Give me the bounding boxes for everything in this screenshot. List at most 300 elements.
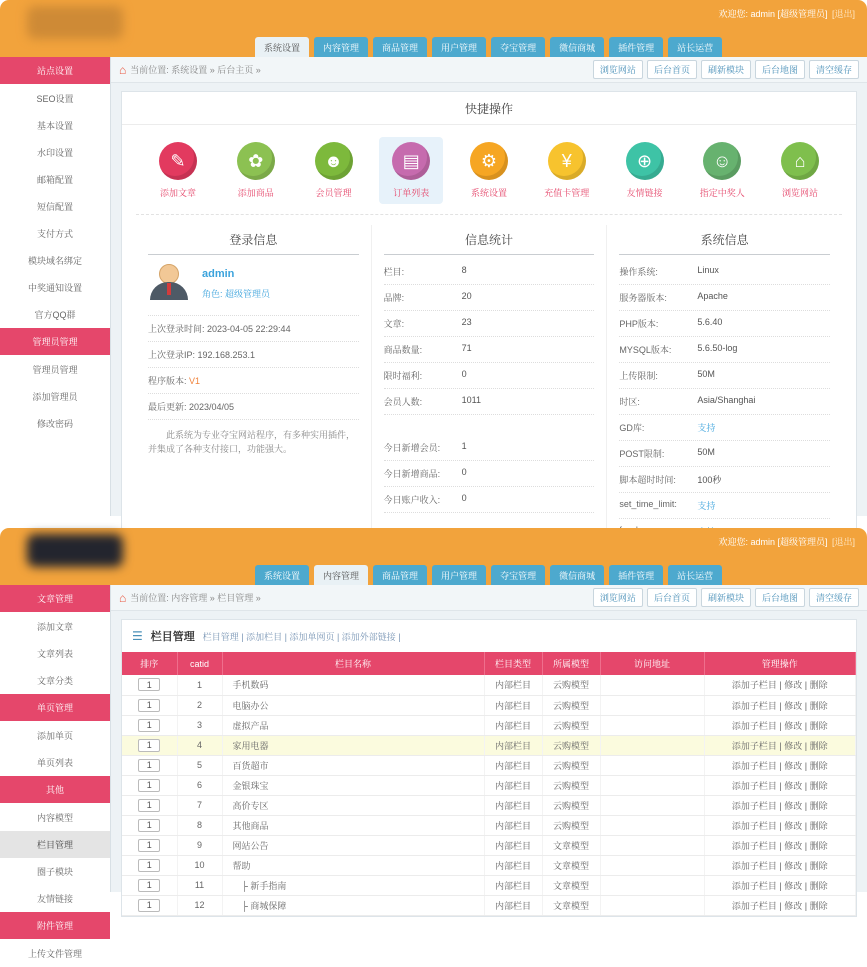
sidebar-item[interactable]: 文章管理 — [0, 585, 110, 612]
quick-action-label: 会员管理 — [315, 188, 352, 198]
sort-order-input[interactable] — [138, 739, 160, 752]
catid-cell: 1 — [177, 675, 222, 695]
icon-glyph: ☻ — [324, 150, 343, 171]
row-action-links[interactable]: 添加子栏目 | 修改 | 删除 — [704, 675, 856, 695]
category-type-cell: 内部栏目 — [484, 755, 542, 775]
system-info-value: Asia/Shanghai — [697, 395, 756, 405]
sidebar-item[interactable]: SEO设置 — [36, 94, 74, 104]
dashed-divider — [136, 214, 842, 215]
category-name-cell: 网站公告 — [222, 835, 484, 855]
toolbar-button[interactable]: 后台首页 — [647, 588, 697, 607]
table-row — [122, 775, 856, 795]
sidebar-item[interactable]: 添加文章 — [36, 622, 73, 632]
stat-value: 71 — [461, 343, 472, 353]
system-info-value: 支持 — [697, 423, 716, 433]
model-cell: 云购模型 — [542, 675, 600, 695]
category-type-cell: 内部栏目 — [484, 835, 542, 855]
nav-tab[interactable]: 用户管理 — [432, 565, 486, 585]
catid-cell: 12 — [177, 895, 222, 915]
model-cell: 云购模型 — [542, 755, 600, 775]
stat-row — [384, 311, 595, 337]
nav-tab[interactable]: 夺宝管理 — [491, 565, 545, 585]
stats-panel — [371, 225, 607, 571]
table-row — [122, 695, 856, 715]
model-cell: 文章模型 — [542, 855, 600, 875]
section-links[interactable]: 栏目管理 | 添加栏目 | 添加单网页 | 添加外部链接 | — [202, 631, 401, 642]
nav-tab[interactable]: 插件管理 — [609, 565, 663, 585]
quick-action[interactable] — [457, 137, 521, 204]
model-cell: 云购模型 — [542, 715, 600, 735]
quick-action-label: 指定中奖人 — [699, 188, 745, 198]
stat-label: 文章: — [383, 319, 405, 329]
nav-tab[interactable]: 系统设置 — [255, 37, 309, 57]
stat-value: 0 — [461, 369, 467, 379]
sort-order-input[interactable] — [138, 899, 160, 912]
system-info-value: 100秒 — [697, 475, 722, 485]
visit-url-cell — [600, 855, 704, 875]
admin-role: 角色: 超级管理员 — [202, 289, 271, 299]
stat-row — [384, 363, 595, 389]
table-header-cell: 所属模型 — [542, 652, 600, 675]
nav-tab[interactable]: 用户管理 — [432, 37, 486, 57]
stat-label: 今日账户收入: — [383, 495, 441, 505]
system-note: 此系统为专业夺宝网站程序，有多种实用插件，并集成了各种支付接口，功能强大。 — [148, 430, 356, 455]
stat-value: 23 — [461, 317, 472, 327]
stat-label: 今日新增会员: — [383, 443, 441, 453]
system-info-row — [619, 493, 830, 519]
category-type-cell: 内部栏目 — [484, 815, 542, 835]
quick-action[interactable] — [768, 137, 832, 204]
stat-row — [384, 337, 595, 363]
quick-action[interactable] — [302, 137, 366, 204]
quick-action-icon — [315, 142, 353, 180]
sort-order-input[interactable] — [138, 779, 160, 792]
system-info-label: set_time_limit: — [619, 499, 677, 509]
top-header — [0, 528, 867, 585]
quick-action[interactable] — [535, 137, 599, 204]
toolbar-button[interactable]: 刷新模块 — [701, 588, 751, 607]
sidebar-item[interactable]: 文章分类 — [36, 676, 73, 686]
stat-label: 品牌: — [383, 293, 405, 303]
sidebar-item[interactable]: 文章列表 — [36, 649, 73, 659]
table-row — [122, 715, 856, 735]
category-type-cell: 内部栏目 — [484, 895, 542, 915]
table-header-row — [122, 652, 856, 675]
row-action-links[interactable]: 添加子栏目 | 修改 | 删除 — [704, 815, 856, 835]
breadcrumb: 当前位置: 内容管理 » 栏目管理 » — [130, 593, 261, 603]
category-type-cell: 内部栏目 — [484, 875, 542, 895]
category-panel — [121, 619, 857, 917]
login-info-title: 登录信息 — [148, 225, 359, 255]
sidebar-item[interactable]: 添加管理员 — [32, 392, 78, 402]
system-info-label: PHP版本: — [619, 319, 659, 329]
sidebar-item[interactable]: 修改密码 — [36, 419, 73, 429]
row-action-links[interactable]: 添加子栏目 | 修改 | 删除 — [704, 695, 856, 715]
model-cell: 文章模型 — [542, 835, 600, 855]
quick-action-icon — [626, 142, 664, 180]
system-info-row — [619, 311, 830, 337]
quick-action-label: 浏览网站 — [781, 188, 818, 198]
table-row — [122, 895, 856, 915]
system-info-value: 5.6.40 — [697, 317, 723, 327]
sort-order-input[interactable] — [138, 678, 160, 691]
sidebar-item[interactable]: 其他 — [0, 776, 110, 803]
last-update-row: 最后更新: 2023/04/05 — [148, 394, 359, 420]
system-info-rows — [619, 259, 830, 571]
visit-url-cell — [600, 755, 704, 775]
quick-action-icon — [237, 142, 275, 180]
sidebar-item[interactable]: 单页管理 — [0, 694, 110, 721]
system-info-value: 5.6.50-log — [697, 343, 738, 353]
quick-action[interactable] — [146, 137, 210, 204]
sidebar-item[interactable]: 管理员管理 — [0, 328, 110, 355]
sidebar-item[interactable]: 支付方式 — [36, 229, 73, 239]
logout-link[interactable]: [退出] — [831, 9, 855, 19]
stat-row — [384, 285, 595, 311]
system-info-value: 50M — [697, 447, 715, 457]
category-table — [122, 652, 856, 916]
catid-cell: 11 — [177, 875, 222, 895]
nav-tab[interactable]: 系统设置 — [255, 565, 309, 585]
visit-url-cell — [600, 815, 704, 835]
system-info-row — [619, 285, 830, 311]
stat-label: 会员人数: — [383, 397, 423, 407]
nav-tab[interactable]: 微信商城 — [550, 37, 604, 57]
table-row — [122, 755, 856, 775]
icon-glyph: ☺ — [713, 150, 732, 171]
category-name-cell: 高价专区 — [222, 795, 484, 815]
category-type-cell: 内部栏目 — [484, 855, 542, 875]
table-row — [122, 875, 856, 895]
category-type-cell: 内部栏目 — [484, 795, 542, 815]
system-info-row — [619, 363, 830, 389]
model-cell: 文章模型 — [542, 875, 600, 895]
stats-title: 信息统计 — [384, 225, 595, 255]
system-info-row — [619, 467, 830, 493]
quick-actions-row — [122, 125, 856, 210]
stat-value: 1 — [461, 441, 467, 451]
icon-glyph: ⚙ — [480, 150, 498, 171]
quick-action-icon — [548, 142, 586, 180]
system-info-value: Linux — [697, 265, 719, 275]
catid-cell: 7 — [177, 795, 222, 815]
main-area — [110, 57, 867, 516]
breadcrumb: 当前位置: 系统设置 » 后台主页 » — [130, 65, 261, 75]
system-info-row — [619, 415, 830, 441]
nav-tab[interactable]: 插件管理 — [609, 37, 663, 57]
nav-tab[interactable]: 商品管理 — [373, 565, 427, 585]
table-row — [122, 835, 856, 855]
system-info-title: 系统信息 — [619, 225, 830, 255]
category-type-cell: 内部栏目 — [484, 775, 542, 795]
category-name-cell: 帮助 — [222, 855, 484, 875]
welcome-label: 欢迎您: admin [超级管理员] — [718, 537, 828, 547]
sidebar-item[interactable]: 基本设置 — [36, 121, 73, 131]
stat-value: 20 — [461, 291, 472, 301]
category-type-cell: 内部栏目 — [484, 715, 542, 735]
sidebar-item[interactable]: 友情链接 — [36, 894, 73, 904]
quick-action[interactable] — [690, 137, 754, 204]
table-row — [122, 675, 856, 695]
breadcrumb-bar — [111, 57, 867, 83]
table-header-cell: 栏目名称 — [222, 652, 484, 675]
catid-cell: 8 — [177, 815, 222, 835]
icon-glyph: ✎ — [170, 150, 186, 171]
visit-url-cell — [600, 835, 704, 855]
breadcrumb-bar — [111, 585, 867, 611]
system-info-label: GD库: — [619, 423, 645, 433]
visit-url-cell — [600, 715, 704, 735]
top-header — [0, 0, 867, 57]
sort-order-input[interactable] — [138, 699, 160, 712]
system-info-label: 操作系统: — [619, 267, 658, 277]
section-title: 栏目管理 — [150, 631, 195, 643]
sort-order-input[interactable] — [138, 859, 160, 872]
sidebar — [0, 585, 110, 959]
visit-url-cell — [600, 795, 704, 815]
quick-action-icon — [392, 142, 430, 180]
system-info-row — [619, 259, 830, 285]
icon-glyph: ⌂ — [794, 150, 806, 171]
login-detail-row: 上次登录IP: 192.168.253.1 — [148, 342, 359, 368]
model-cell: 云购模型 — [542, 795, 600, 815]
catid-cell: 9 — [177, 835, 222, 855]
sort-order-input[interactable] — [138, 719, 160, 732]
toolbar-button[interactable]: 后台地图 — [755, 60, 805, 79]
login-detail-row: 上次登录时间: 2023-04-05 22:29:44 — [148, 316, 359, 342]
sidebar-item[interactable]: 模块域名绑定 — [27, 256, 82, 266]
sidebar-item[interactable]: 水印设置 — [36, 148, 73, 158]
nav-tab[interactable]: 微信商城 — [550, 565, 604, 585]
icon-glyph: ▤ — [402, 150, 420, 171]
category-name-cell: 百货超市 — [222, 755, 484, 775]
catid-cell: 5 — [177, 755, 222, 775]
stats-rows — [384, 259, 595, 513]
system-info-label: 上传限制: — [619, 371, 658, 381]
quick-action-label: 充值卡管理 — [544, 188, 590, 198]
row-action-links[interactable]: 添加子栏目 | 修改 | 删除 — [704, 895, 856, 915]
stat-row — [384, 435, 595, 461]
category-name-cell: 电脑办公 — [222, 695, 484, 715]
model-cell: 云购模型 — [542, 815, 600, 835]
row-action-links[interactable]: 添加子栏目 | 修改 | 删除 — [704, 875, 856, 895]
quick-action-label: 添加文章 — [159, 188, 196, 198]
quick-action[interactable] — [224, 137, 288, 204]
category-name-cell: 家用电器 — [222, 735, 484, 755]
catid-cell: 2 — [177, 695, 222, 715]
screenshot-category-management — [0, 528, 867, 959]
welcome-text — [718, 7, 855, 20]
table-row — [122, 735, 856, 755]
visit-url-cell — [600, 895, 704, 915]
sidebar-item[interactable]: 官方QQ群 — [34, 310, 76, 320]
nav-tab[interactable]: 站长运营 — [668, 565, 722, 585]
toolbar-button[interactable]: 清空缓存 — [809, 60, 859, 79]
category-type-cell: 内部栏目 — [484, 735, 542, 755]
stat-value: 1011 — [461, 395, 482, 405]
quick-action-icon — [703, 142, 741, 180]
category-type-cell: 内部栏目 — [484, 675, 542, 695]
sidebar-item[interactable]: 短信配置 — [36, 202, 73, 212]
quick-action-label: 系统设置 — [470, 188, 507, 198]
sort-order-input[interactable] — [138, 799, 160, 812]
version-value: V1 — [189, 376, 201, 386]
table-body — [122, 675, 856, 915]
system-info-value: Apache — [697, 291, 728, 301]
table-header-cell: 栏目类型 — [484, 652, 542, 675]
dashboard-panel — [121, 91, 857, 584]
system-info-value: 支持 — [697, 501, 716, 511]
row-action-links[interactable]: 添加子栏目 | 修改 | 删除 — [704, 715, 856, 735]
quick-toolbar — [593, 588, 859, 607]
table-header-cell: 管理操作 — [704, 652, 856, 675]
category-type-cell: 内部栏目 — [484, 695, 542, 715]
quick-action-icon — [470, 142, 508, 180]
sidebar-item[interactable]: 上传文件管理 — [27, 949, 82, 959]
sidebar-item[interactable]: 单页列表 — [36, 758, 73, 768]
sidebar-item[interactable]: 管理员管理 — [32, 365, 78, 375]
stat-label: 限时福利: — [383, 371, 423, 381]
nav-tab[interactable]: 夺宝管理 — [491, 37, 545, 57]
category-name-cell: 虚拟产品 — [222, 715, 484, 735]
quick-actions-title: 快捷操作 — [122, 92, 856, 125]
stat-row — [384, 259, 595, 285]
sidebar-item[interactable]: 中奖通知设置 — [27, 283, 82, 293]
table-header-cell: 排序 — [122, 652, 177, 675]
system-info-label: 时区: — [619, 397, 640, 407]
visit-url-cell — [600, 875, 704, 895]
system-info-label: 脚本超时时间: — [619, 475, 676, 485]
system-info-label: 服务器版本: — [619, 293, 667, 303]
version-label: 程序版本: — [148, 376, 190, 386]
home-icon: ⌂ — [119, 62, 127, 77]
system-info-row — [619, 389, 830, 415]
row-action-links[interactable]: 添加子栏目 | 修改 | 删除 — [704, 855, 856, 875]
quick-action[interactable] — [379, 137, 443, 204]
admin-username-link[interactable]: admin — [202, 268, 235, 280]
icon-glyph: ✿ — [248, 150, 264, 171]
visit-url-cell — [600, 695, 704, 715]
stat-label: 栏目: — [383, 267, 405, 277]
nav-tab[interactable]: 商品管理 — [373, 37, 427, 57]
stat-value: 0 — [461, 493, 467, 503]
toolbar-button[interactable]: 刷新模块 — [701, 60, 751, 79]
sidebar-item[interactable]: 栏目管理 — [0, 831, 110, 858]
quick-action-icon — [159, 142, 197, 180]
category-name-cell: ├ 新手指南 — [222, 875, 484, 895]
quick-toolbar — [593, 60, 859, 79]
main-area — [110, 585, 867, 911]
system-info-row — [619, 337, 830, 363]
model-cell: 云购模型 — [542, 695, 600, 715]
system-info-panel — [606, 225, 842, 571]
stat-value: 0 — [461, 467, 467, 477]
model-cell: 云购模型 — [542, 735, 600, 755]
toolbar-button[interactable]: 浏览网站 — [593, 60, 643, 79]
system-info-value: 50M — [697, 369, 715, 379]
sidebar-item[interactable]: 内容模型 — [36, 813, 73, 823]
row-action-links[interactable]: 添加子栏目 | 修改 | 删除 — [704, 795, 856, 815]
visit-url-cell — [600, 775, 704, 795]
login-rows — [148, 316, 359, 368]
sort-order-input[interactable] — [138, 879, 160, 892]
icon-glyph: ⊕ — [636, 150, 653, 171]
stat-value: 8 — [461, 265, 467, 275]
category-name-cell: 金银珠宝 — [222, 775, 484, 795]
nav-tab[interactable]: 站长运营 — [668, 37, 722, 57]
icon-glyph: ¥ — [561, 150, 572, 171]
system-info-label: POST限制: — [619, 449, 665, 459]
sidebar — [0, 57, 110, 516]
model-cell: 云购模型 — [542, 775, 600, 795]
list-menu-icon: ☰ — [132, 629, 143, 643]
sort-order-input[interactable] — [138, 839, 160, 852]
system-info-label: MYSQL版本: — [619, 345, 672, 355]
model-cell: 文章模型 — [542, 895, 600, 915]
row-action-links[interactable]: 添加子栏目 | 修改 | 删除 — [704, 755, 856, 775]
quick-action-label: 友情链接 — [626, 188, 663, 198]
site-logo — [27, 6, 123, 39]
welcome-label: 欢迎您: admin [超级管理员] — [718, 9, 828, 19]
category-name-cell: 其他商品 — [222, 815, 484, 835]
login-info-panel — [136, 225, 371, 571]
table-row — [122, 815, 856, 835]
table-row — [122, 795, 856, 815]
quick-action-label: 添加商品 — [237, 188, 274, 198]
admin-avatar — [148, 263, 190, 305]
sidebar-item[interactable]: 站点设置 — [0, 57, 110, 84]
welcome-text — [718, 535, 855, 548]
catid-cell: 3 — [177, 715, 222, 735]
nav-tab[interactable]: 内容管理 — [314, 37, 368, 57]
stat-row — [384, 461, 595, 487]
toolbar-button[interactable]: 浏览网站 — [593, 588, 643, 607]
sort-order-input[interactable] — [138, 819, 160, 832]
sort-order-input[interactable] — [138, 759, 160, 772]
quick-action-label: 订单列表 — [393, 188, 430, 198]
stat-row — [384, 487, 595, 513]
row-action-links[interactable]: 添加子栏目 | 修改 | 删除 — [704, 735, 856, 755]
table-header-cell: catid — [177, 652, 222, 675]
table-row — [122, 855, 856, 875]
logout-link[interactable]: [退出] — [831, 537, 855, 547]
category-name-cell: ├ 商城保障 — [222, 895, 484, 915]
sidebar-item[interactable]: 圈子模块 — [36, 867, 73, 877]
toolbar-button[interactable]: 后台首页 — [647, 60, 697, 79]
quick-action-icon — [781, 142, 819, 180]
system-info-row — [619, 441, 830, 467]
nav-tab[interactable]: 内容管理 — [314, 565, 368, 585]
stat-label: 今日新增商品: — [383, 469, 441, 479]
catid-cell: 6 — [177, 775, 222, 795]
sidebar-item[interactable]: 添加单页 — [36, 731, 73, 741]
quick-action[interactable] — [613, 137, 677, 204]
row-action-links[interactable]: 添加子栏目 | 修改 | 删除 — [704, 775, 856, 795]
section-header — [122, 620, 856, 652]
catid-cell: 4 — [177, 735, 222, 755]
sidebar-item[interactable]: 附件管理 — [0, 912, 110, 939]
site-logo — [27, 534, 123, 567]
row-action-links[interactable]: 添加子栏目 | 修改 | 删除 — [704, 835, 856, 855]
toolbar-button[interactable]: 后台地图 — [755, 588, 805, 607]
stat-row — [384, 415, 595, 435]
main-nav-tabs — [255, 565, 722, 585]
home-icon: ⌂ — [119, 590, 127, 605]
sidebar-item[interactable]: 邮箱配置 — [36, 175, 73, 185]
toolbar-button[interactable]: 清空缓存 — [809, 588, 859, 607]
stat-row — [384, 389, 595, 415]
table-header-cell: 访问地址 — [600, 652, 704, 675]
